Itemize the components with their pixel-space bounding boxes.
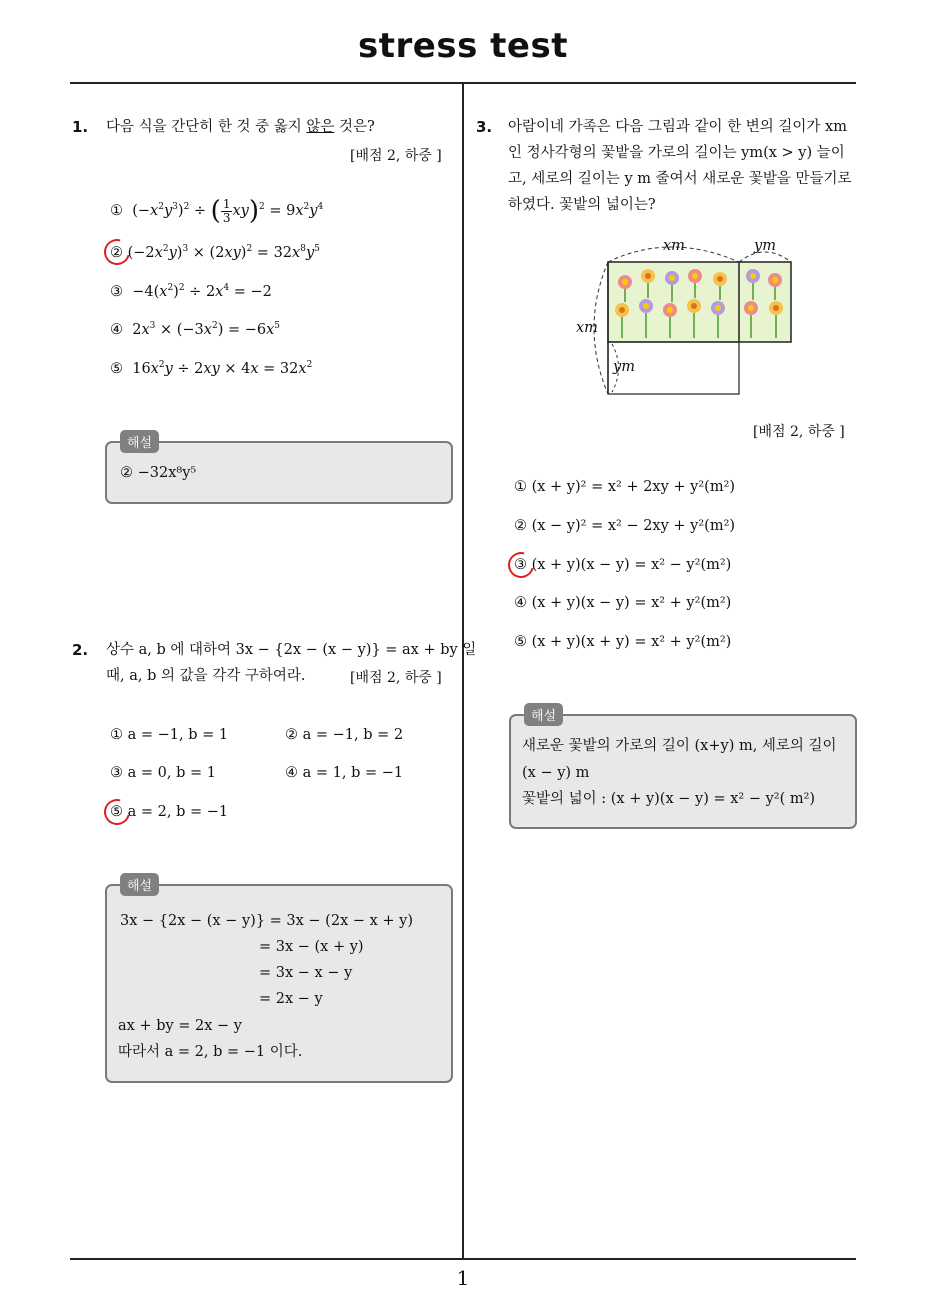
figure-label-top-y: ym xyxy=(754,238,776,254)
q3-score: [배점 2, 하중 ] xyxy=(753,424,845,440)
q2-line1: 상수 a, b 에 대하여 3x − {2x − (x − y)} = ax + by 일 xyxy=(106,642,477,658)
q3-solution-line: 새로운 꽃밭의 가로의 길이 (x+y) m, 세로의 길이 xyxy=(522,738,837,754)
q1-text-pre: 다음 식을 간단히 한 것 중 옳지 xyxy=(106,119,307,135)
q1-score: [배점 2, 하중 ] xyxy=(350,148,442,164)
q2-option-3[interactable]: ③ a = 0, b = 1 xyxy=(110,765,216,781)
q2-line2: 때, a, b 의 값을 각각 구하여라. xyxy=(106,668,306,684)
q1-option-3[interactable]: ③ $-4(x^2)^2 \div 2x^4 = -2$ xyxy=(110,283,272,300)
q1-option-5[interactable]: ⑤ $16x^2y \div 2xy \times 4x = 32x^2$ xyxy=(110,360,313,377)
q2-option-4[interactable]: ④ a = 1, b = −1 xyxy=(285,765,404,781)
q2-answer-mark xyxy=(99,794,135,830)
q2-solution-line: 3x − {2x − (x − y)} = 3x − (2x − x + y) xyxy=(120,913,414,929)
q1-option-2[interactable]: ② $(-2x^2y)^3 \times (2xy)^2 = 32x^8y^5$ xyxy=(110,244,320,261)
figure-label-left-x: xm xyxy=(576,320,598,336)
q2-solution-line: ax + by = 2x − y xyxy=(118,1018,242,1034)
q2-option-1[interactable]: ① a = −1, b = 1 xyxy=(110,727,229,743)
q2-solution-badge: 해설 xyxy=(120,873,159,896)
column-divider xyxy=(462,83,464,1259)
q3-option-3[interactable]: ③ (x + y)(x − y) = x² − y²(m²) xyxy=(514,557,732,573)
q1-answer-mark xyxy=(99,234,135,270)
q2-solution-line: = 3x − x − y xyxy=(259,965,353,981)
q1-text-underlined: 않은 xyxy=(306,119,335,135)
q2-option-5[interactable]: ⑤ a = 2, b = −1 xyxy=(110,804,229,820)
q1-number: 1. xyxy=(72,118,89,136)
q3-answer-mark xyxy=(503,547,539,583)
document-title: stress test xyxy=(358,26,568,66)
q1-text xyxy=(106,113,375,142)
q3-option-4[interactable]: ④ (x + y)(x − y) = x² + y²(m²) xyxy=(514,595,732,611)
q3-line: 아람이네 가족은 다음 그림과 같이 한 변의 길이가 xm xyxy=(508,119,847,135)
q2-solution-line: = 3x − (x + y) xyxy=(259,939,364,955)
q3-solution-line: 꽃밭의 넓이 : (x + y)(x − y) = x² − y²( m²) xyxy=(522,791,816,807)
q3-option-1[interactable]: ① (x + y)² = x² + 2xy + y²(m²) xyxy=(514,479,736,495)
q3-option-5[interactable]: ⑤ (x + y)(x + y) = x² + y²(m²) xyxy=(514,634,732,650)
q3-solution-line: (x − y) m xyxy=(522,765,590,781)
q1-solution-text: ② −32x⁸y⁵ xyxy=(120,465,197,481)
q3-option-2[interactable]: ② (x − y)² = x² − 2xy + y²(m²) xyxy=(514,518,736,534)
q1-option-1[interactable]: ① $(-x^2y^3)^2$ ÷ ( $\frac{1}{3}$ $xy)^2 = 9x^2y^4$ xyxy=(110,196,324,226)
figure-label-top-x: xm xyxy=(663,238,685,254)
q3-line: 고, 세로의 길이는 y m 줄여서 새로운 꽃밭을 만들기로 xyxy=(508,171,852,187)
figure-label-inner-y: ym xyxy=(613,359,635,375)
q3-number: 3. xyxy=(476,118,493,136)
q3-solution-badge: 해설 xyxy=(524,703,563,726)
q3-line: 인 정사각형의 꽃밭을 가로의 길이는 ym(x > y) 늘이 xyxy=(508,145,845,161)
bottom-rule xyxy=(70,1258,856,1260)
q1-option-4[interactable]: ④ $2x^3 \times (-3x^2) = -6x^5$ xyxy=(110,321,281,338)
q2-number: 2. xyxy=(72,641,89,659)
q1-solution-badge: 해설 xyxy=(120,430,159,453)
q2-score: [배점 2, 하중 ] xyxy=(350,670,442,686)
q2-option-2[interactable]: ② a = −1, b = 2 xyxy=(285,727,404,743)
q3-line: 하였다. 꽃밭의 넓이는? xyxy=(508,197,656,213)
page-number: 1 xyxy=(456,1266,470,1290)
q2-solution-line: = 2x − y xyxy=(259,991,323,1007)
garden-figure xyxy=(570,232,810,402)
q2-solution-line: 따라서 a = 2, b = −1 이다. xyxy=(118,1044,303,1060)
q1-text-post: 것은? xyxy=(334,119,375,135)
